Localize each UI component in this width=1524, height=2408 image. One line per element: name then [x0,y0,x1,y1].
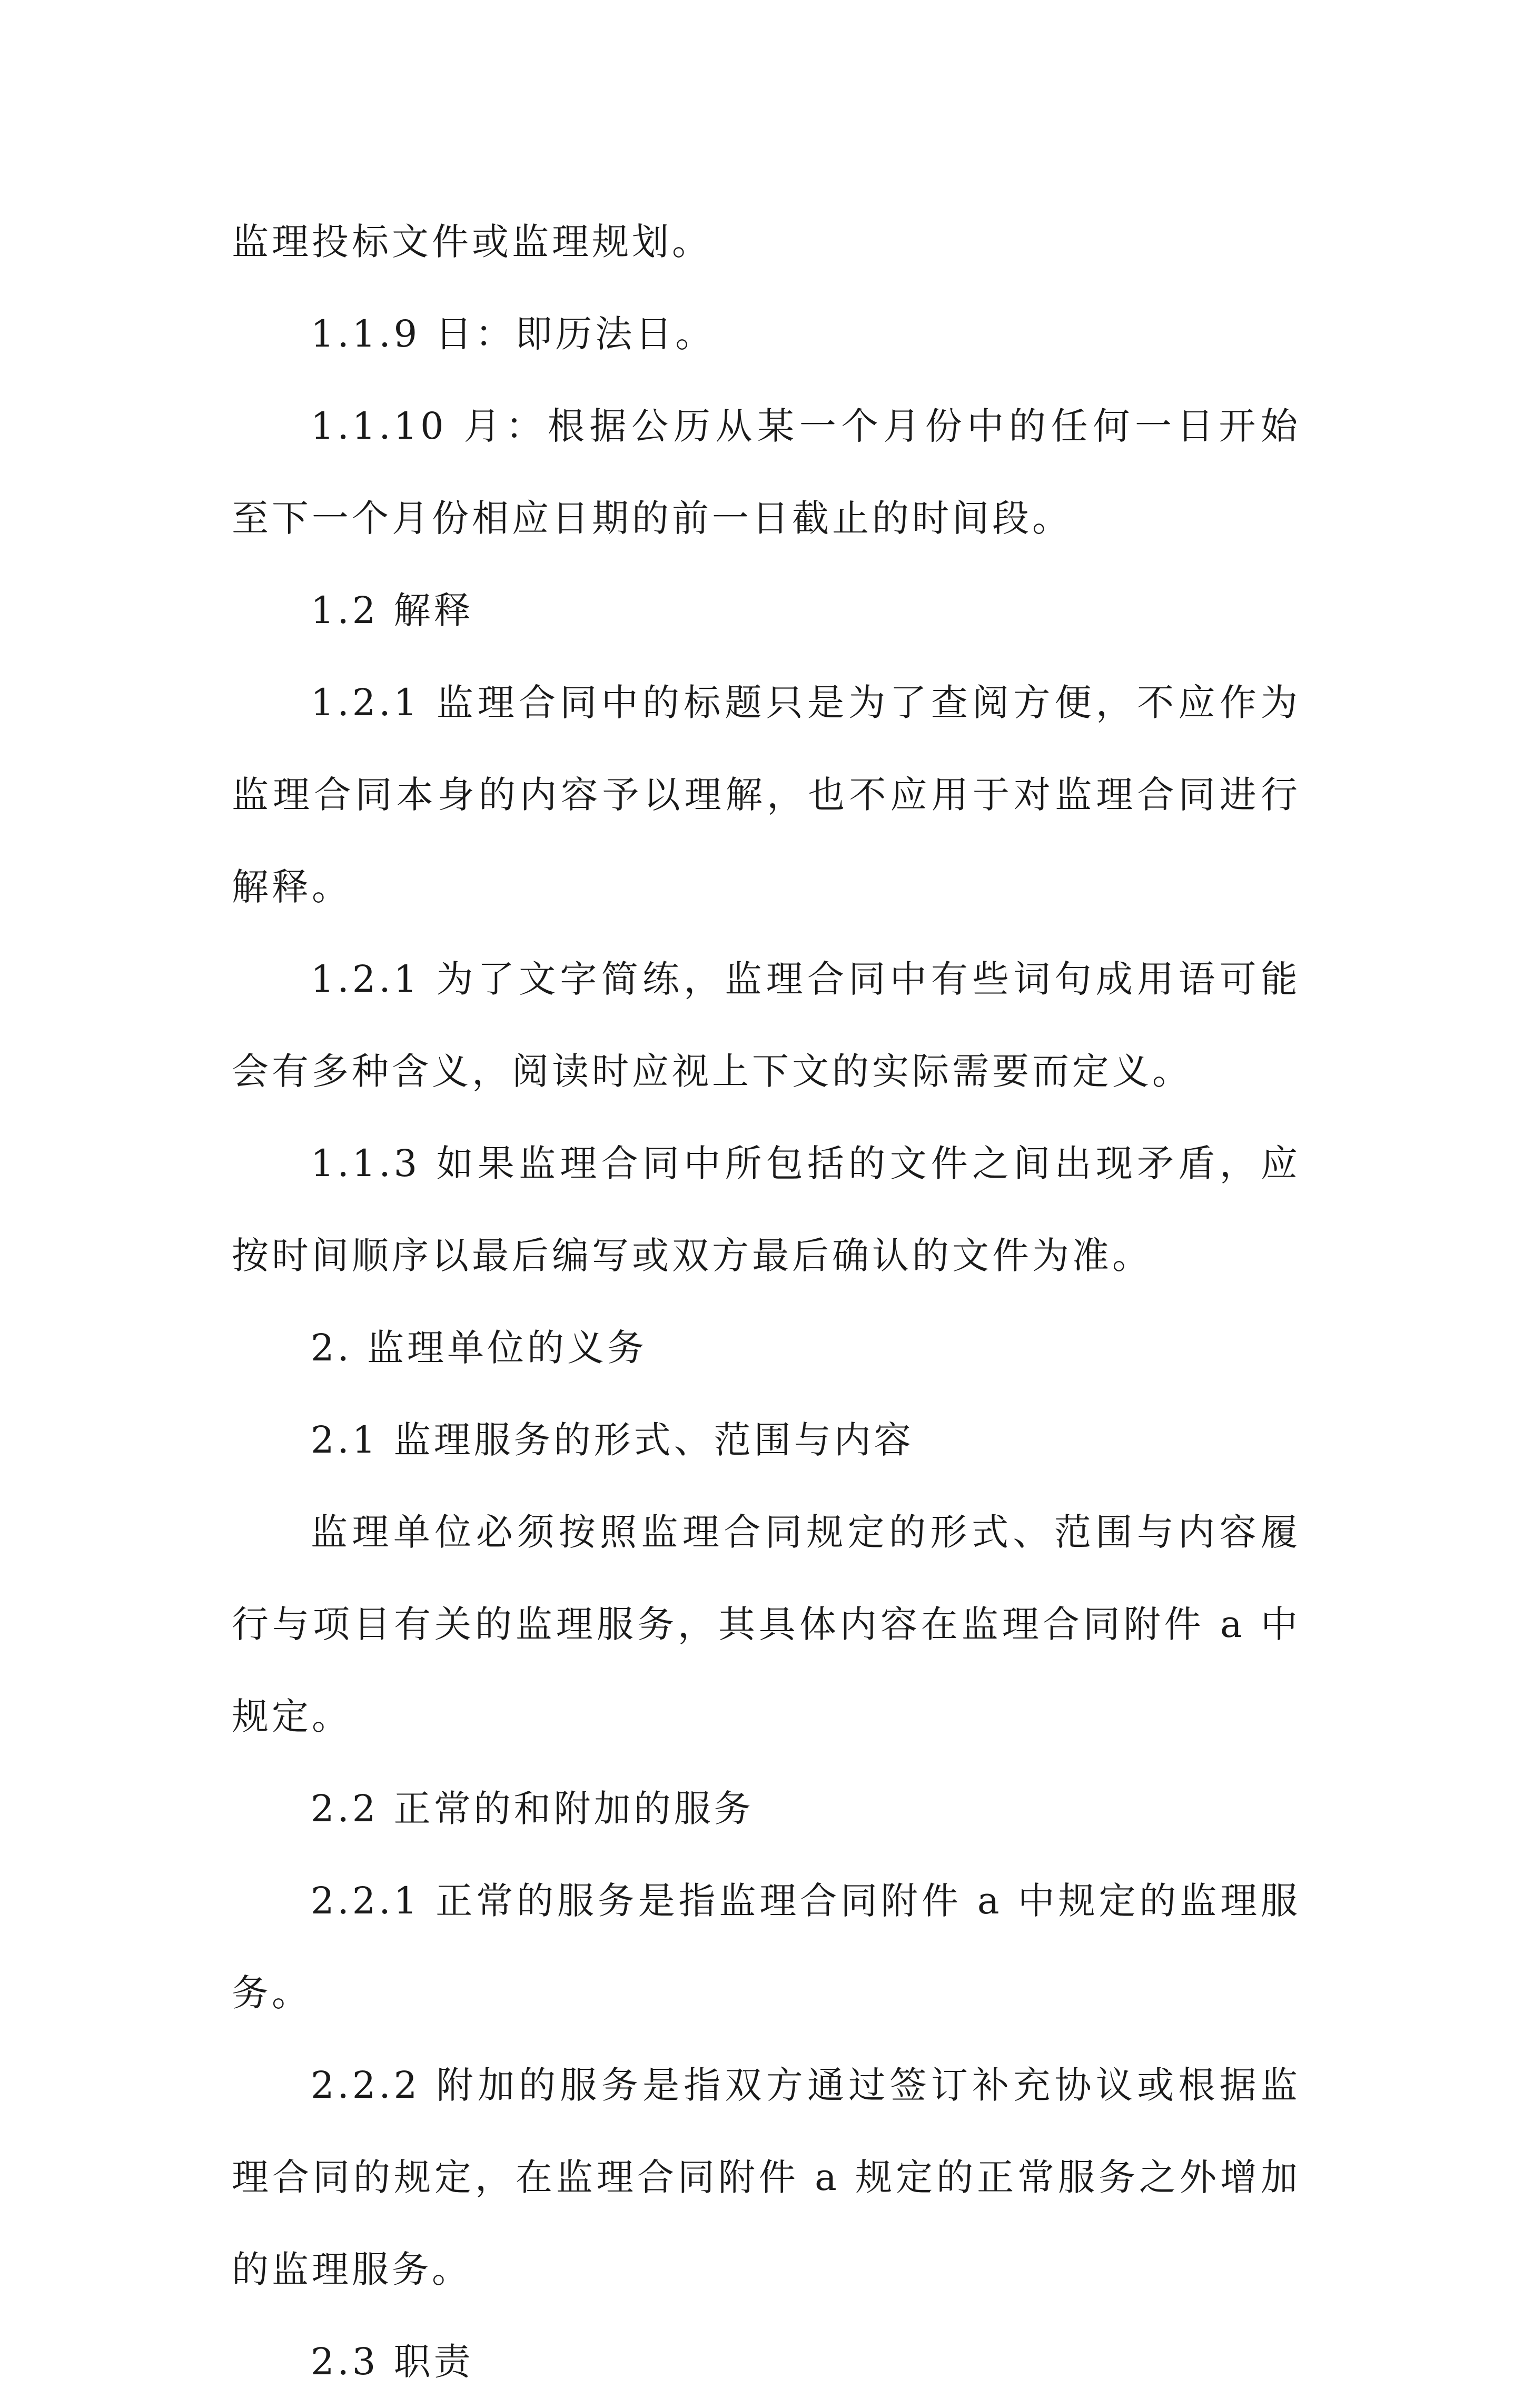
paragraph-1-1-9: 1.1.9 日：即历法日。 [311,312,716,356]
paragraph-2-1-body: 监理单位必须按照监理合同规定的形式、范围与内容履行与项目有关的监理服务，其具体内容在监理合同附件 a 中规定。 [232,1511,1301,1738]
paragraph-1-2-1-wording: 1.2.1 为了文字简练，监理合同中有些词句成用语可能会有多种含义，阅读时应视上下文的实际需要而定义。 [232,958,1301,1093]
heading-1-2: 1.2 解释 [311,589,474,632]
heading-2-1: 2.1 监理服务的形式、范围与内容 [311,1418,914,1462]
paragraph-2-2-2: 2.2.2 附加的服务是指双方通过签订补充协议或根据监理合同的规定，在监理合同附件 a 规定的正常服务之外增加的监理服务。 [232,2064,1301,2291]
heading-2-3: 2.3 职责 [311,2340,474,2383]
paragraph-1-1-10: 1.1.10 月：根据公历从某一个月份中的任何一日开始至下一个月份相应日期的前一日截止的时间段。 [232,404,1301,540]
paragraph-bidding-docs: 监理投标文件或监理规划。 [232,220,712,263]
heading-2: 2. 监理单位的义务 [311,1326,648,1369]
paragraph-2-2-1: 2.2.1 正常的服务是指监理合同附件 a 中规定的监理服务。 [232,1879,1301,2015]
paragraph-1-1-3: 1.1.3 如果监理合同中所包括的文件之间出现矛盾，应按时间顺序以最后编写或双方最后确认的文件为准。 [232,1142,1301,1277]
paragraph-1-2-1-titles: 1.2.1 监理合同中的标题只是为了查阅方便，不应作为监理合同本身的内容予以理解，也不应用于对监理合同进行解释。 [232,681,1301,909]
heading-2-2: 2.2 正常的和附加的服务 [311,1787,754,1830]
document-body [232,196,1301,2408]
